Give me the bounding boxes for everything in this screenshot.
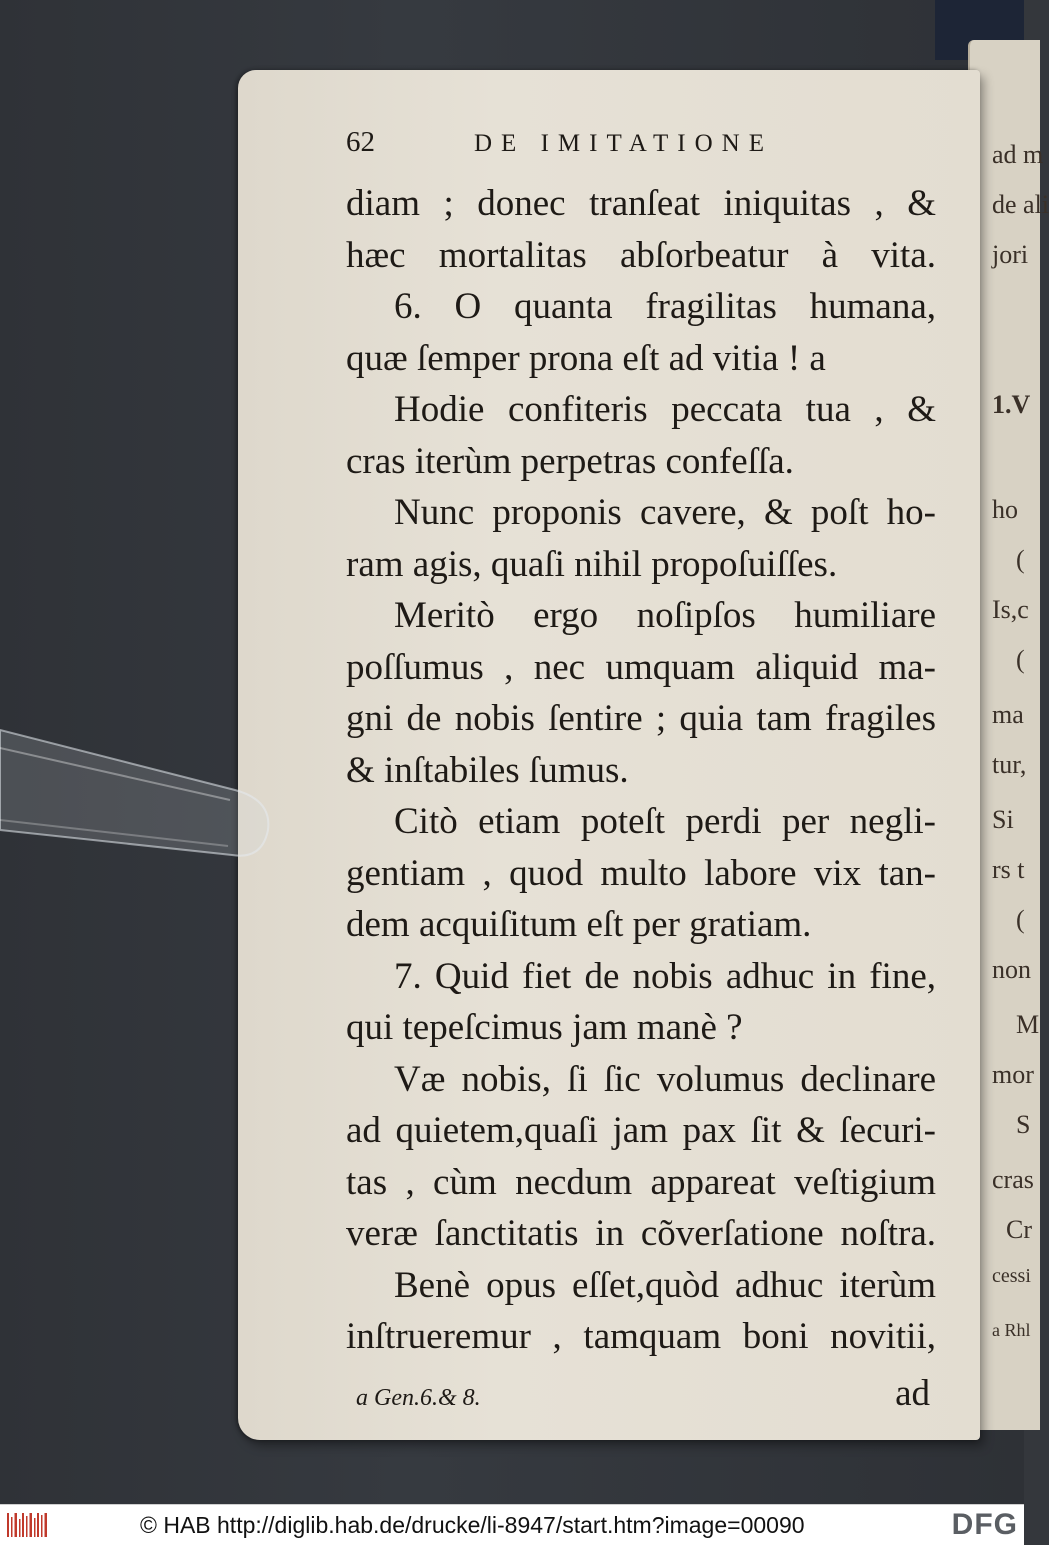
text-line: tas , cùm necdum appareat veſtigium xyxy=(346,1161,936,1203)
text-line: Benè opus eſſet,quòd adhuc iterùm xyxy=(394,1264,936,1306)
copyright-link[interactable]: © HAB http://diglib.hab.de/drucke/li-8947/start.htm?image=00090 xyxy=(140,1512,805,1538)
text-line: Citò etiam poteſt perdi per negli- xyxy=(394,801,936,842)
text-line: 7. Quid fiet de nobis adhuc in fine, xyxy=(394,955,936,997)
text-line: gni de nobis ſentire ; quia tam fragiles xyxy=(346,698,936,739)
facing-fragment: ho xyxy=(992,495,1018,524)
text-line: Hodie confiteris peccata tua , & xyxy=(394,389,936,430)
facing-fragment: mor xyxy=(992,1060,1034,1089)
facing-fragment: M xyxy=(1016,1010,1040,1039)
text-line: dem acquiſitum eſt per gratiam. xyxy=(346,904,812,945)
catchword: ad xyxy=(895,1372,930,1414)
running-head: DE IMITATIONE xyxy=(474,130,773,157)
facing-fragment: tur, xyxy=(992,750,1027,779)
text-line: ram agis, quaſi nihil propoſuiſſes. xyxy=(346,543,838,585)
facing-fragment: rs t xyxy=(992,855,1025,884)
facing-fragment: jori xyxy=(992,240,1029,269)
facing-fragment: Is,c xyxy=(992,595,1029,624)
text-line: inſtrueremur , tamquam boni novitii, xyxy=(346,1316,936,1357)
facing-fragment: ( xyxy=(1016,645,1025,674)
text-line: diam ; donec tranſeat iniquitas , & xyxy=(346,183,936,224)
dfg-logo: DFG xyxy=(951,1508,1018,1541)
page-footer xyxy=(346,1367,936,1421)
page-header xyxy=(346,126,936,178)
text-line: hæc mortalitas abſorbeatur à vita. xyxy=(346,234,936,276)
footer-bar xyxy=(0,1504,1024,1545)
text-line: veræ ſanctitatis in cõverſatione noſtra. xyxy=(346,1213,936,1254)
facing-fragment: ( xyxy=(1016,905,1025,934)
page-number: 62 xyxy=(346,126,375,158)
facing-fragment: Si xyxy=(992,805,1014,834)
page-text-block xyxy=(346,126,936,1421)
facing-fragment: de ali xyxy=(992,190,1049,219)
text-line: poſſumus , nec umquam aliquid ma- xyxy=(346,646,936,688)
book-page xyxy=(238,70,980,1440)
text-line: Meritò ergo noſipſos humiliare xyxy=(394,595,936,636)
text-line: quæ ſemper prona eſt ad vitia ! a xyxy=(346,337,826,379)
text-line: 6. O quanta fragilitas humana, xyxy=(394,286,936,327)
facing-fragment: a Rhl xyxy=(992,1320,1031,1340)
text-line: ad quietem,quaſi jam pax ſit & ſecuri- xyxy=(346,1110,936,1151)
text-line: cras iterùm perpetras confeſſa. xyxy=(346,440,794,482)
facing-fragment: cessi xyxy=(992,1265,1031,1287)
facing-fragment: ( xyxy=(1016,545,1025,574)
facing-fragment: ad m xyxy=(992,140,1044,169)
facing-fragment: cras xyxy=(992,1165,1034,1194)
facing-fragment: 1.V xyxy=(992,390,1031,419)
facing-fragment: non xyxy=(992,955,1031,984)
hab-barcode-logo-icon xyxy=(6,1511,48,1539)
text-line: Væ nobis, ſi ſic volumus declinare xyxy=(394,1058,936,1100)
page-clip-shape xyxy=(0,720,270,870)
facing-fragment: Cr xyxy=(1006,1215,1032,1244)
text-line: & inſtabiles ſumus. xyxy=(346,749,629,791)
text-line: gentiam , quod multo labore vix tan- xyxy=(346,852,936,894)
facing-fragment: S xyxy=(1016,1110,1031,1139)
facing-fragment: ma xyxy=(992,700,1024,729)
text-line: Nunc proponis cavere, & poſt ho- xyxy=(394,492,936,533)
footnote: a Gen.6.& 8. xyxy=(356,1384,481,1411)
text-line: qui tepeſcimus jam manè ? xyxy=(346,1007,743,1048)
